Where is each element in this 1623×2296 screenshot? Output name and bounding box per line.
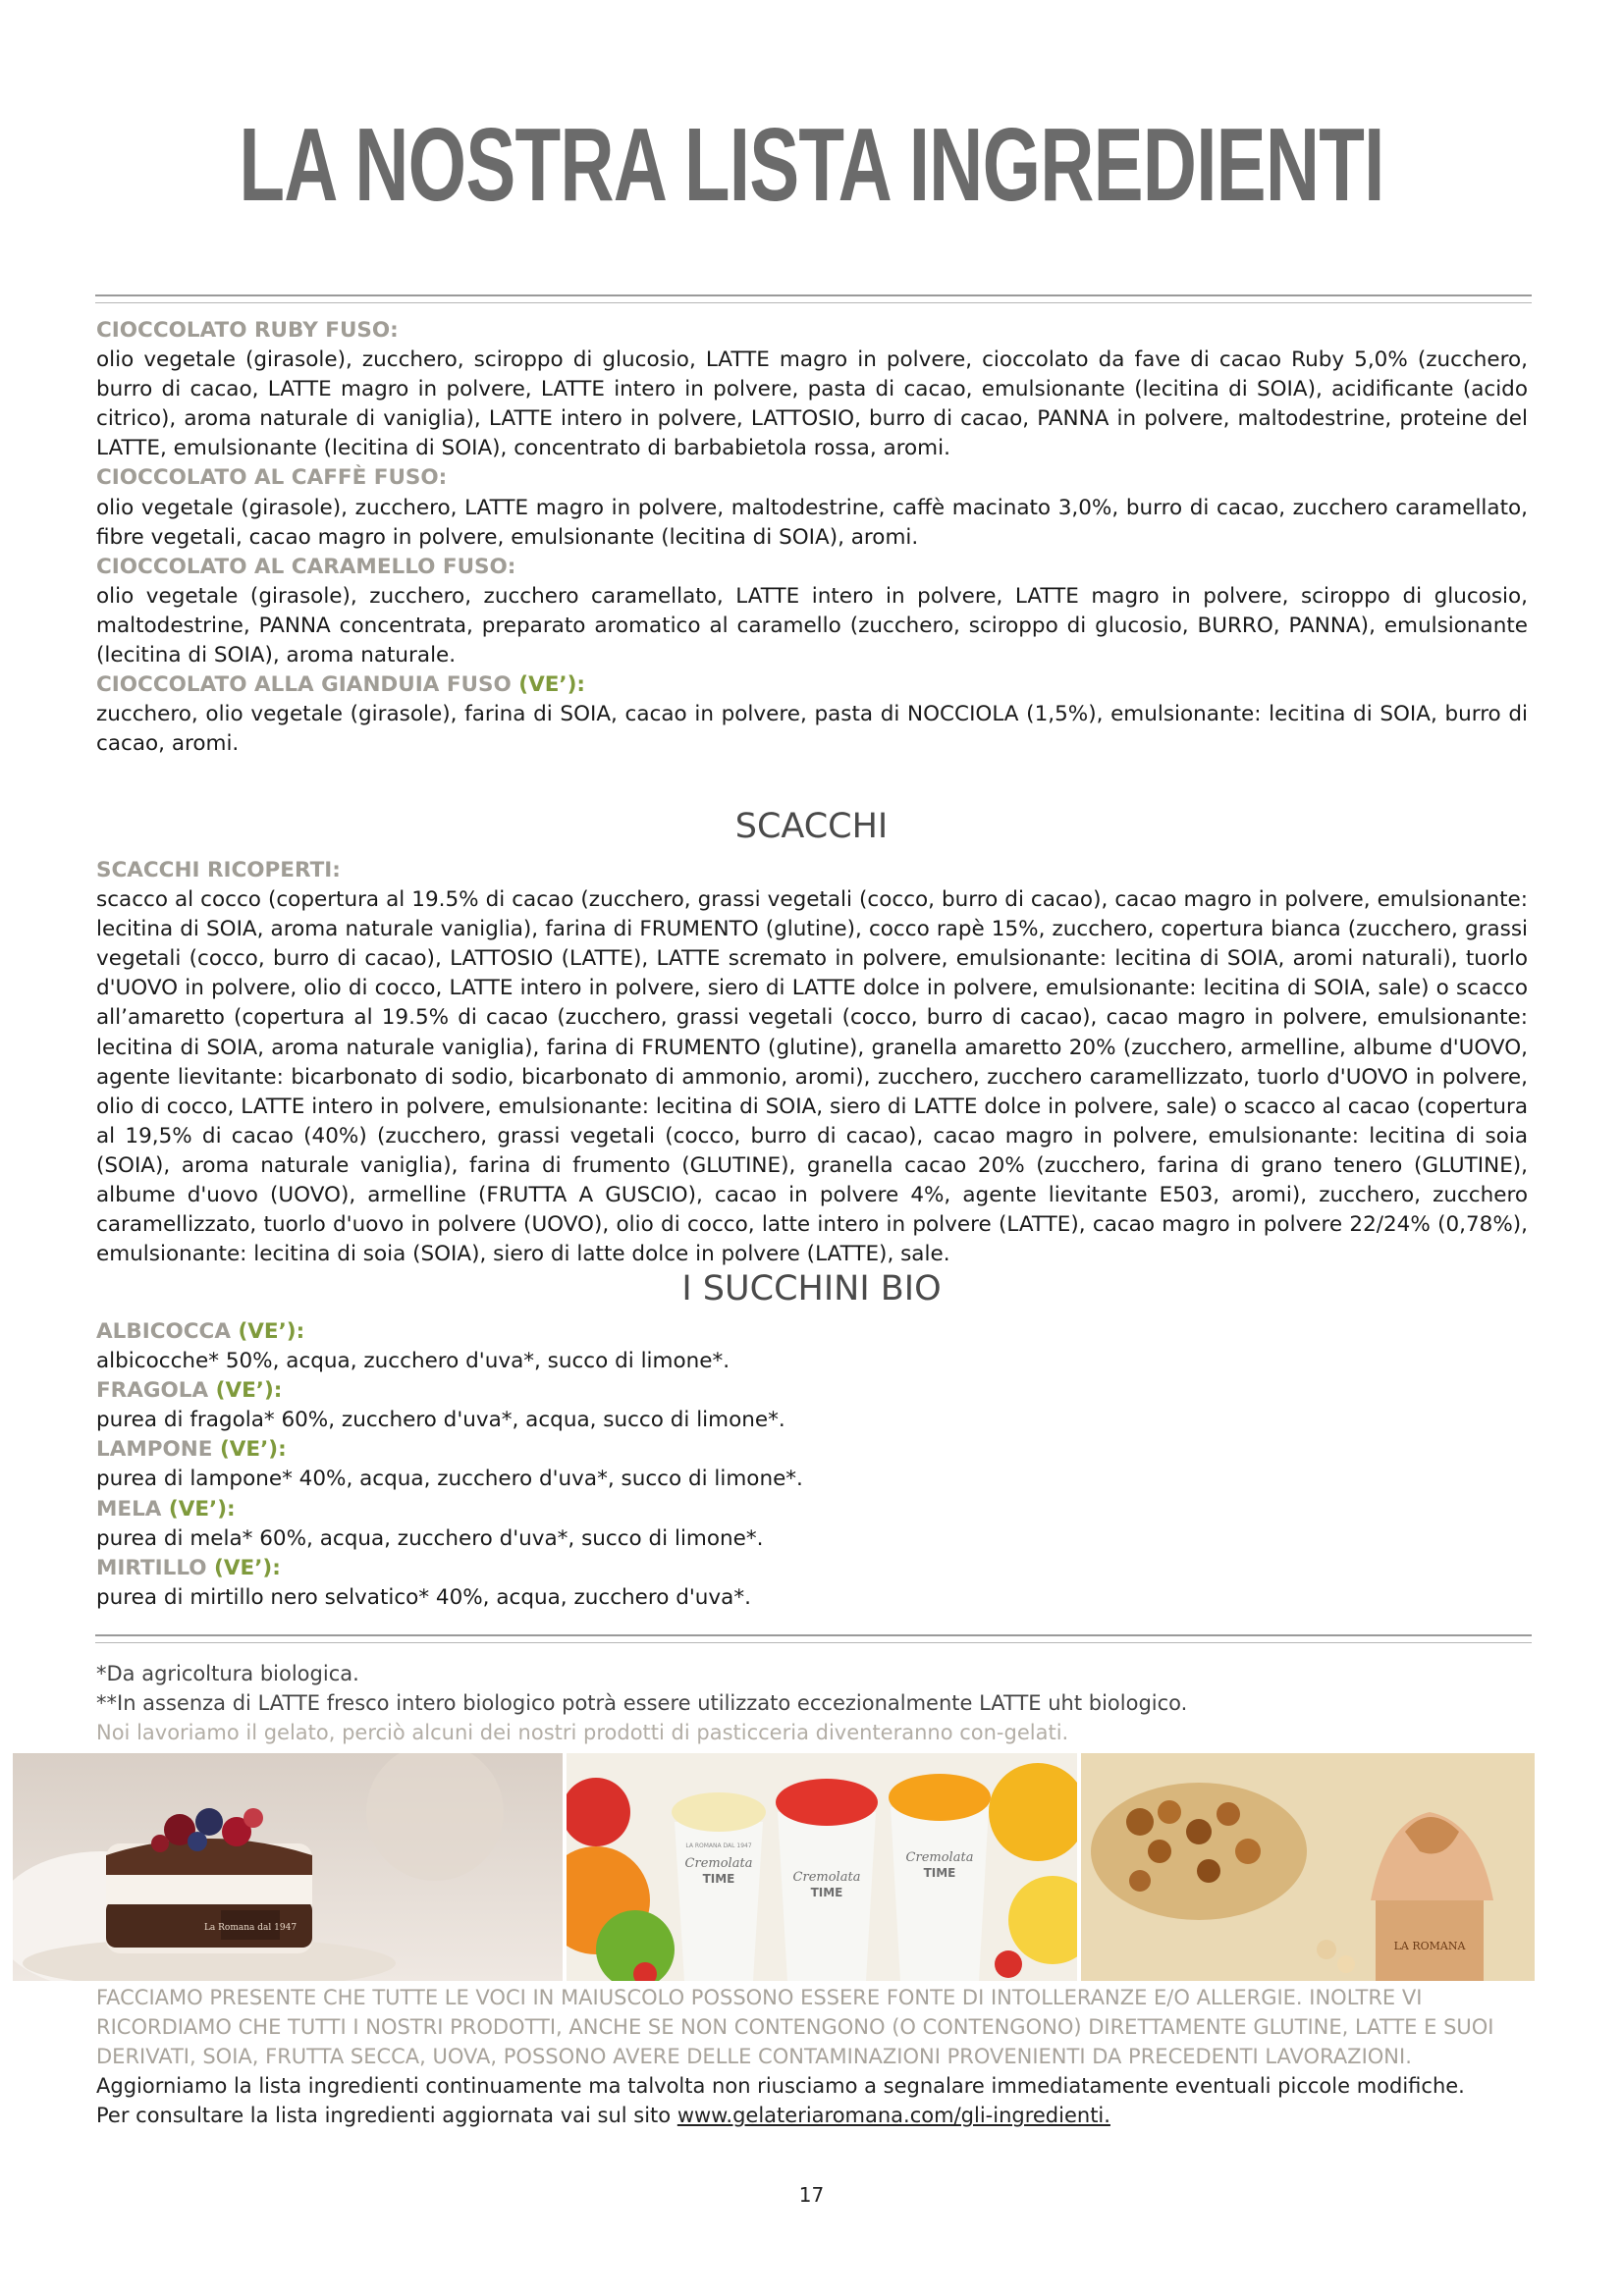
divider-top (95, 294, 1532, 303)
cup-sub-text: TIME (810, 1886, 843, 1899)
ingredient-name: SCACCHI RICOPERTI: (96, 858, 341, 882)
cup-sub-text: TIME (923, 1866, 956, 1880)
vegan-badge: (VE’): (214, 1555, 281, 1580)
ingredient-name: FRAGOLA (96, 1378, 216, 1404)
note-bio: *Da agricoltura biologica. (96, 1662, 359, 1685)
ingredient-entry (96, 1435, 1528, 1494)
note-uht: **In assenza di LATTE fresco intero biologico potrà essere utilizzato eccezionalmente LATTE uht biologico. (96, 1691, 1188, 1715)
ingredient-list: olio vegetale (girasole), zucchero, sciroppo di glucosio, LATTE magro in polvere, cioccolato da fave di cacao Ruby 5,0% (zucchero, burro di cacao, LATTE magro in polvere, LATTE intero in polvere, pasta di cacao, emulsionante (lecitina di SOIA), acidificante (acido citrico), aroma naturale di vaniglia), LATTE intero in polvere, LATTOSIO, burro di cacao, PANNA in polvere, maltodestrine, proteine del LATTE, emulsionante (lecitina di SOIA), concentrato di barbabietola rossa, aromi. (96, 347, 1528, 461)
allergen-warning: FACCIAMO PRESENTE CHE TUTTE LE VOCI IN MAIUSCOLO POSSONO ESSERE FONTE DI INTOLLERANZE E/O ALLERGIE. INOLTRE VI RICORDIAMO CHE TUTTI I NOSTRI PRODOTTI, ANCHE SE NON CONTENGONO (O CONTENGONO) DIRETTAMENTE GLUTINE, LATTE E SUOI DERIVATI, SOIA, FRUTTA SECCA, UOVA, POSSONO AVERE DELLE CONTAMINAZIONI PROVENIENTI DA PRECEDENTI LAVORAZIONI. (96, 1986, 1494, 2068)
nuts-gelato-photo (1081, 1753, 1535, 1981)
ingredient-list: purea di lampone* 40%, acqua, zucchero d'uva*, succo di limone*. (96, 1467, 803, 1492)
cup-sub-text: TIME (702, 1872, 735, 1886)
succhini-section (96, 1317, 1528, 1613)
ingredient-entry (96, 1317, 1528, 1376)
ingredient-name: MIRTILLO (96, 1555, 215, 1580)
vegan-badge: (VE’): (518, 672, 586, 698)
cup-brand-text: Cremolata (905, 1850, 974, 1865)
consult-notice (96, 2101, 1528, 2130)
vegan-badge: (VE’): (219, 1437, 287, 1463)
ingredient-entry (96, 1376, 1528, 1435)
ingredient-name: ALBICOCCA (96, 1319, 239, 1344)
ingredient-name: MELA (96, 1496, 169, 1522)
scacchi-section (96, 856, 1528, 1269)
vegan-badge: (VE’): (238, 1319, 305, 1344)
section-title-scacchi: SCACCHI (734, 807, 889, 846)
ingredient-entry (96, 670, 1528, 759)
ingredient-list: purea di mirtillo nero selvatico* 40%, acqua, zucchero d'uva*. (96, 1584, 751, 1610)
ingredient-list: olio vegetale (girasole), zucchero, zucchero caramellato, LATTE intero in polvere, LATTE magro in polvere, sciroppo di glucosio, maltodestrine, PANNA concentrata, preparato aromatico al caramello (zucchero, sciroppo di glucosio, BURRO, PANNA), emulsionante (lecitina di SOIA), aroma naturale. (96, 583, 1528, 668)
ingredient-entry (96, 856, 1528, 1269)
consult-text: Per consultare la lista ingredienti aggiornata vai sul sito (96, 2104, 677, 2127)
cup-brand-text: Cremolata (684, 1856, 753, 1871)
ingredient-entry (96, 1554, 1528, 1613)
ingredient-name: CIOCCOLATO AL CARAMELLO FUSO: (96, 554, 516, 579)
page-number: 17 (798, 2183, 825, 2207)
note-congelati: Noi lavoriamo il gelato, perciò alcuni dei nostri prodotti di pasticceria diventeranno con-gelati. (96, 1721, 1069, 1744)
page-title: LA NOSTRA LISTA INGREDIENTI (239, 107, 1384, 223)
product-photo-strip (13, 1753, 1535, 1981)
section-title-succhini: I SUCCHINI BIO (681, 1269, 942, 1308)
ingredient-entry (96, 1495, 1528, 1554)
ingredient-name: CIOCCOLATO AL CAFFÈ FUSO: (96, 465, 448, 491)
ingredient-list: albicocche* 50%, acqua, zucchero d'uva*, succo di limone*. (96, 1349, 730, 1374)
cremolata-photo (567, 1753, 1077, 1981)
ingredient-list: purea di mela* 60%, acqua, zucchero d'uva*, succo di limone*. (96, 1525, 764, 1551)
ingredient-list: purea di fragola* 60%, zucchero d'uva*, acqua, succo di limone*. (96, 1408, 785, 1433)
cup-top-text: LA ROMANA DAL 1947 (685, 1842, 752, 1849)
ingredient-list: scacco al cocco (copertura al 19.5% di cacao (zucchero, grassi vegetali (cocco, burro di cacao), cacao magro in polvere, emulsionante: lecitina di SOIA, aroma naturale vaniglia), farina di FRUMENTO (glutine), cocco rapè 15%, zucchero, copertura bianca (zucchero, grassi vegetali (cocco, burro di cacao), LATTOSIO (LATTE), LATTE scremato in polvere, emulsionante: lecitina di SOIA, aromi naturali), tuorlo d'UOVO in polvere, olio di cocco, LATTE intero in polvere, siero di LATTE dolce in polvere, emulsionante: lecitina di SOIA, sale) o scacco all’amaretto (copertura al 19.5% di cacao (zucchero, grassi vegetali (cocco, burro di cacao), cacao magro in polvere, emulsionante: lecitina di SOIA, aroma naturale vaniglia), farina di FRUMENTO (glutine), granella amaretto 20% (zucchero, armelline, albume d'UOVO, agente lievitante: bicarbonato di sodio, bicarbonato di ammonio, aromi), zucchero, zucchero caramellizzato, tuorlo d'UOVO in polvere, olio di cocco, LATTE intero in polvere, emulsionante: lecitina di SOIA, siero di LATTE dolce in polvere, sale) o scacco al cacao (copertura al 19,5% di cacao (40%) (zucchero, grassi vegetali (cocco, burro di cacao), cacao magro in polvere, emulsionante: lecitina di soia (SOIA), aroma naturale vaniglia), farina di frumento (GLUTINE), granella cacao 20% (zucchero, farina di grano tenero (GLUTINE), albume d'uovo (UOVO), armelline (FRUTTA A GUSCIO), cacao in polvere 4%, agente lievitante E503, aromi), zucchero, zucchero caramellizzato, tuorlo d'uovo in polvere (UOVO), olio di cocco, latte intero in polvere (LATTE), cacao magro in polvere 22/24% (0,78%), emulsionante: lecitina di soia (SOIA), siero di latte dolce in polvere (LATTE), sale. (96, 887, 1528, 1267)
vegan-badge: (VE’): (168, 1496, 236, 1522)
cup-brand-text: Cremolata (792, 1870, 861, 1885)
vegan-badge: (VE’): (215, 1378, 283, 1404)
update-notice: Aggiorniamo la lista ingredienti continuamente ma talvolta non riusciamo a segnalare immediatamente eventuali piccole modifiche. (96, 2074, 1465, 2098)
ingredient-entry (96, 553, 1528, 670)
ingredient-entry (96, 463, 1528, 552)
ingredient-list: olio vegetale (girasole), zucchero, LATTE magro in polvere, maltodestrine, caffè macinato 3,0%, burro di cacao, zucchero caramellato, fibre vegetali, cacao magro in polvere, emulsionante (lecitina di SOIA), aromi. (96, 495, 1528, 550)
ingredient-name: LAMPONE (96, 1437, 220, 1463)
divider-bottom (95, 1634, 1532, 1643)
ingredient-list: zucchero, olio vegetale (girasole), farina di SOIA, cacao in polvere, pasta di NOCCIOLA (1,5%), emulsionante: lecitina di SOIA, burro di cacao, aromi. (96, 702, 1528, 757)
ingredient-entry (96, 316, 1528, 463)
ingredients-link[interactable]: www.gelateriaromana.com/gli-ingredienti. (676, 2104, 1110, 2127)
cake-photo (13, 1753, 563, 1981)
footer-info (96, 2071, 1528, 2130)
ingredient-name: CIOCCOLATO ALLA GIANDUIA FUSO (96, 672, 519, 698)
cup-logo-text: LA ROMANA (1393, 1940, 1466, 1952)
cake-logo-text: La Romana dal 1947 (203, 1923, 298, 1933)
notes (96, 1659, 1528, 1747)
cioccolati-section (96, 316, 1528, 759)
ingredient-name: CIOCCOLATO RUBY FUSO: (96, 318, 399, 343)
